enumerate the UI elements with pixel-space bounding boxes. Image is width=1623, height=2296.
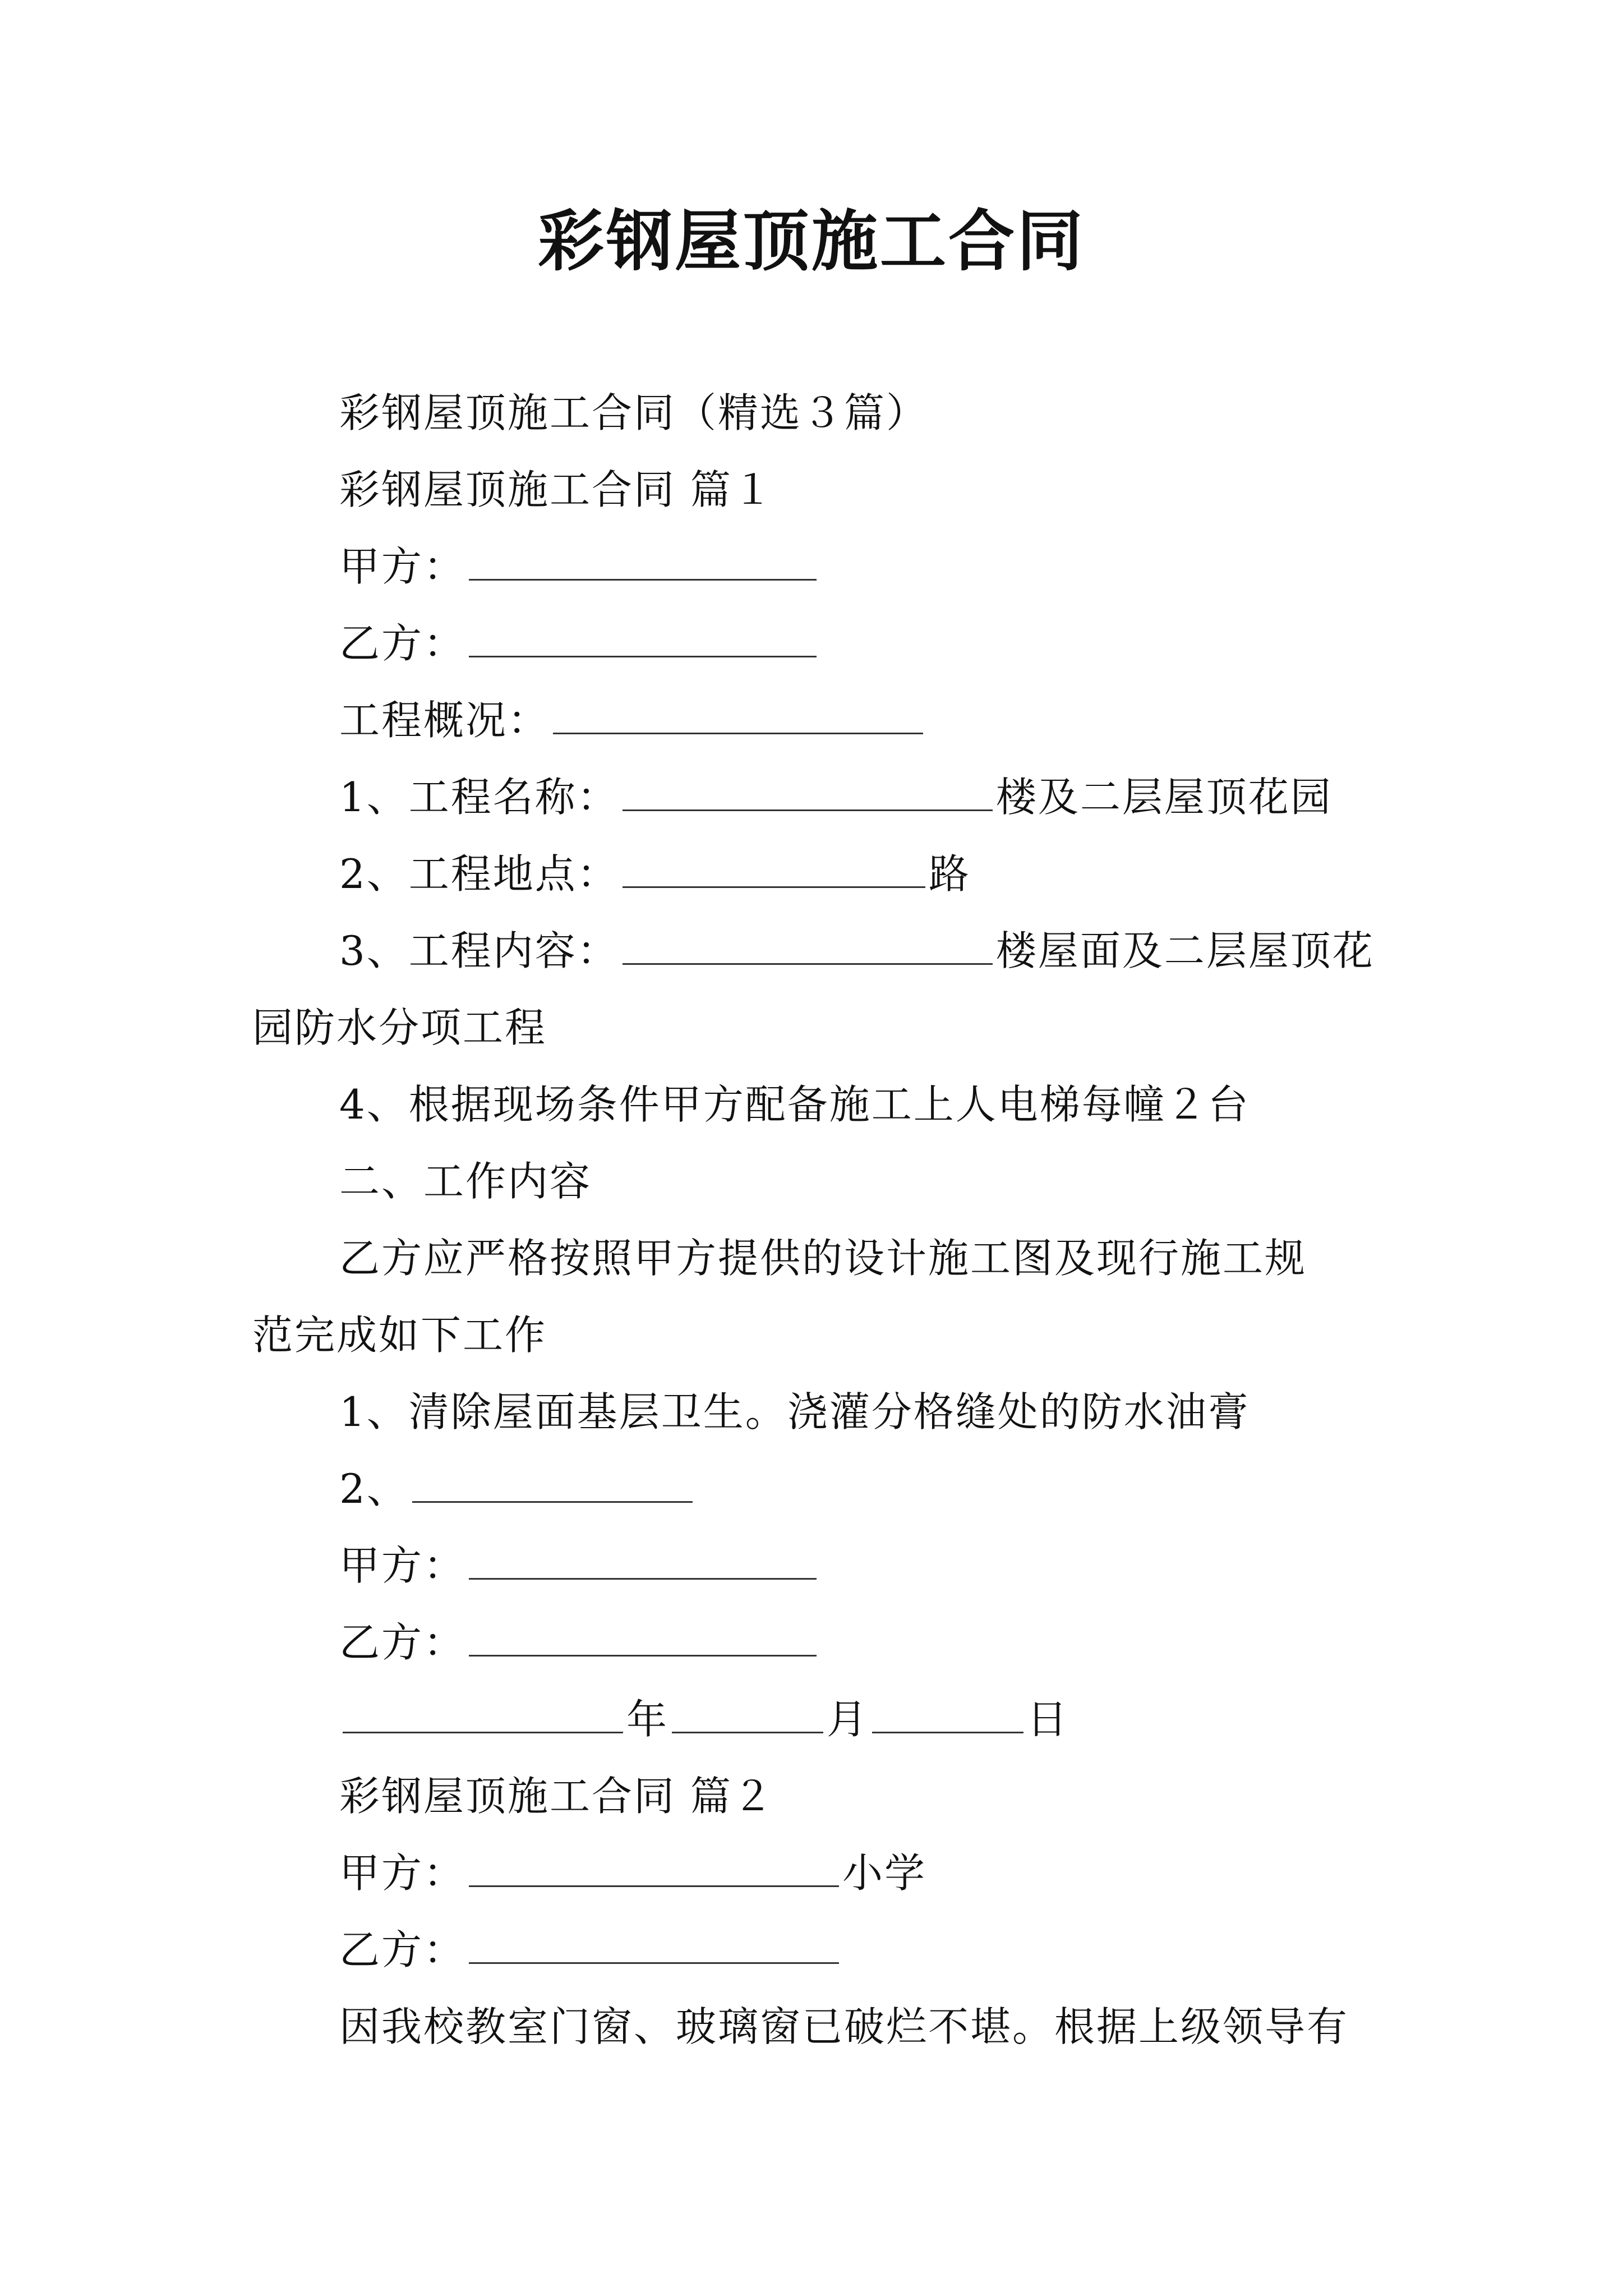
fill-in-blank xyxy=(469,612,817,657)
text-segment: 月 xyxy=(827,1696,869,1743)
text-segment: 二、工作内容 xyxy=(339,1158,592,1205)
text-line xyxy=(252,1758,1380,1835)
text-segment: 乙方： xyxy=(339,1619,466,1666)
text-segment: 乙方： xyxy=(339,620,466,667)
fill-in-blank xyxy=(623,843,925,888)
fill-in-blank xyxy=(672,1688,823,1733)
text-segment: 年 xyxy=(626,1696,669,1743)
text-segment: 3、工程内容： xyxy=(339,927,619,974)
text-line xyxy=(252,990,1380,1066)
text-segment: 甲方： xyxy=(339,543,466,590)
text-segment: 甲方： xyxy=(339,1849,466,1897)
text-line xyxy=(252,1604,1380,1681)
text-segment: 彩钢屋顶施工合同 篇２ xyxy=(339,1773,774,1820)
fill-in-blank xyxy=(623,919,993,965)
text-segment: 小学 xyxy=(842,1849,927,1897)
text-segment: 工程概况： xyxy=(339,697,550,744)
text-line xyxy=(252,1835,1380,1912)
text-segment: 2、工程地点： xyxy=(339,850,619,898)
text-segment: 1、清除屋面基层卫生。浇灌分格缝处的防水油膏 xyxy=(339,1388,1250,1435)
text-segment: 因我校教室门窗、玻璃窗已破烂不堪。根据上级领导有 xyxy=(339,2003,1349,2050)
fill-in-blank xyxy=(412,1457,693,1503)
text-segment: 楼屋面及二层屋顶花 xyxy=(995,927,1375,974)
text-line xyxy=(252,1989,1380,2065)
text-line xyxy=(252,1143,1380,1220)
text-line xyxy=(252,375,1380,452)
text-line xyxy=(252,1912,1380,1989)
text-segment: 范完成如下工作 xyxy=(252,1312,547,1359)
fill-in-blank xyxy=(553,689,923,734)
text-line xyxy=(252,1297,1380,1374)
fill-in-blank xyxy=(469,1842,839,1887)
text-segment: 路 xyxy=(928,850,971,898)
text-segment: 1、工程名称： xyxy=(339,774,619,821)
text-segment: 乙方： xyxy=(339,1926,466,1973)
text-line xyxy=(252,1220,1380,1297)
text-segment: 4、根据现场条件甲方配备施工上人电梯每幢２台 xyxy=(339,1081,1250,1128)
fill-in-blank xyxy=(469,1611,817,1657)
text-segment: 2、 xyxy=(339,1465,409,1512)
text-line xyxy=(252,1066,1380,1143)
text-segment: 日 xyxy=(1027,1696,1069,1743)
text-line xyxy=(252,682,1380,759)
text-segment: 彩钢屋顶施工合同（精选３篇） xyxy=(339,389,929,436)
fill-in-blank xyxy=(469,1918,839,1964)
text-segment: 楼及二层屋顶花园 xyxy=(995,774,1332,821)
fill-in-blank xyxy=(343,1688,623,1733)
fill-in-blank xyxy=(469,1534,817,1580)
text-segment: 乙方应严格按照甲方提供的设计施工图及现行施工规 xyxy=(339,1235,1307,1282)
text-line xyxy=(252,605,1380,682)
text-line xyxy=(252,1681,1380,1758)
text-segment: 园防水分项工程 xyxy=(252,1004,547,1051)
document-body xyxy=(252,375,1380,2065)
fill-in-blank xyxy=(623,766,993,811)
text-line xyxy=(252,836,1380,913)
text-line xyxy=(252,452,1380,528)
text-line xyxy=(252,1451,1380,1527)
text-segment: 彩钢屋顶施工合同 篇１ xyxy=(339,466,774,513)
fill-in-blank xyxy=(469,535,817,581)
fill-in-blank xyxy=(872,1688,1023,1733)
text-line xyxy=(252,1527,1380,1604)
text-line xyxy=(252,1374,1380,1451)
text-segment: 甲方： xyxy=(339,1542,466,1589)
document-title: 彩钢屋顶施工合同 xyxy=(537,202,1085,280)
text-line xyxy=(252,759,1380,836)
text-line xyxy=(252,528,1380,605)
text-line xyxy=(252,913,1380,990)
